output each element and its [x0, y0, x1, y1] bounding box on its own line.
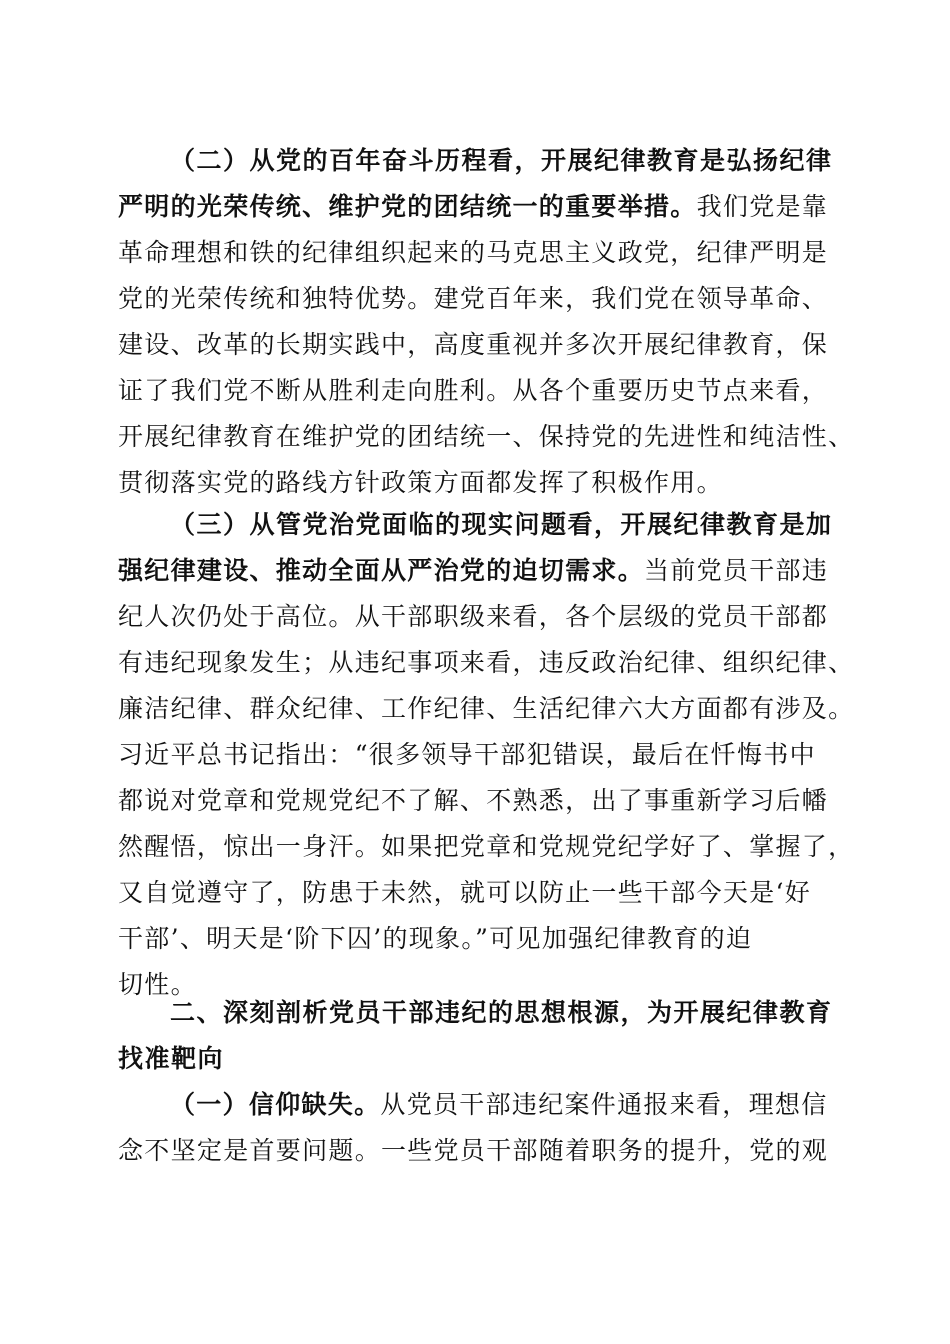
- section-3-body-start: 当前党员干部违: [644, 556, 829, 585]
- section-2-body-line: 建设、改革的长期实践中，高度重视并多次开展纪律教育，保: [118, 330, 829, 359]
- section-2-body-line: 开展纪律教育在维护党的团结统一、保持党的先进性和纯洁性、: [118, 422, 855, 451]
- chapter-2-heading-line-1: 二、深刻剖析党员干部违纪的思想根源，为开展纪律教育: [170, 998, 833, 1027]
- section-3-body-line: 廉洁纪律、群众纪律、工作纪律、生活纪律六大方面都有涉及。: [118, 694, 855, 723]
- chapter-2-part-1-lead: （一）信仰缺失。: [170, 1090, 381, 1119]
- section-3-body-line: 都说对党章和党规党纪不了解、不熟悉，出了事重新学习后幡: [118, 786, 829, 815]
- section-2-body-line: 革命理想和铁的纪律组织起来的马克思主义政党，纪律严明是: [118, 238, 829, 267]
- chapter-2-part-1-line-2: 念不坚定是首要问题。一些党员干部随着职务的提升，党的观: [118, 1136, 829, 1165]
- section-3-heading-line-1: （三）从管党治党面临的现实问题看，开展纪律教育是加: [170, 510, 833, 539]
- section-3-body-line: 纪人次仍处于高位。从干部职级来看，各个层级的党员干部都: [118, 602, 829, 631]
- section-3-body-line: 习近平总书记指出：“很多领导干部犯错误，最后在忏悔书中: [118, 740, 816, 769]
- section-3-heading-end: 强纪律建设、推动全面从严治党的迫切需求。: [118, 556, 645, 585]
- section-2-heading-end: 严明的光荣传统、维护党的团结统一的重要举措。: [118, 192, 697, 221]
- section-3-body-line: 有违纪现象发生；从违纪事项来看，违反政治纪律、组织纪律、: [118, 648, 855, 677]
- section-3-body-line: 又自觉遵守了，防患于未然，就可以防止一些干部今天是‘好: [118, 878, 812, 907]
- chapter-2-part-1-line-1: [170, 1085, 832, 1125]
- section-2-heading-line-1: （二）从党的百年奋斗历程看，开展纪律教育是弘扬纪律: [170, 146, 833, 175]
- section-3-body-line: 干部’、明天是‘阶下囚’的现象。”可见加强纪律教育的迫: [118, 924, 753, 953]
- section-3-body-line: 切性。: [118, 970, 197, 999]
- section-2-body-line: 贯彻落实党的路线方针政策方面都发挥了积极作用。: [118, 468, 723, 497]
- section-2-body-line: 证了我们党不断从胜利走向胜利。从各个重要历史节点来看，: [118, 376, 829, 405]
- section-3-heading-line-2: [118, 551, 832, 591]
- section-2-body-line: 党的光荣传统和独特优势。建党百年来，我们党在领导革命、: [118, 284, 829, 313]
- section-2-body-start: 我们党是靠: [696, 192, 829, 221]
- chapter-2-heading-line-2: 找准靶向: [118, 1044, 225, 1073]
- section-2-heading-line-2: [118, 187, 832, 227]
- section-3-body-line: 然醒悟，惊出一身汗。如果把党章和党规党纪学好了、掌握了，: [118, 832, 855, 861]
- chapter-2-part-1-body-start: 从党员干部违纪案件通报来看，理想信: [380, 1090, 828, 1119]
